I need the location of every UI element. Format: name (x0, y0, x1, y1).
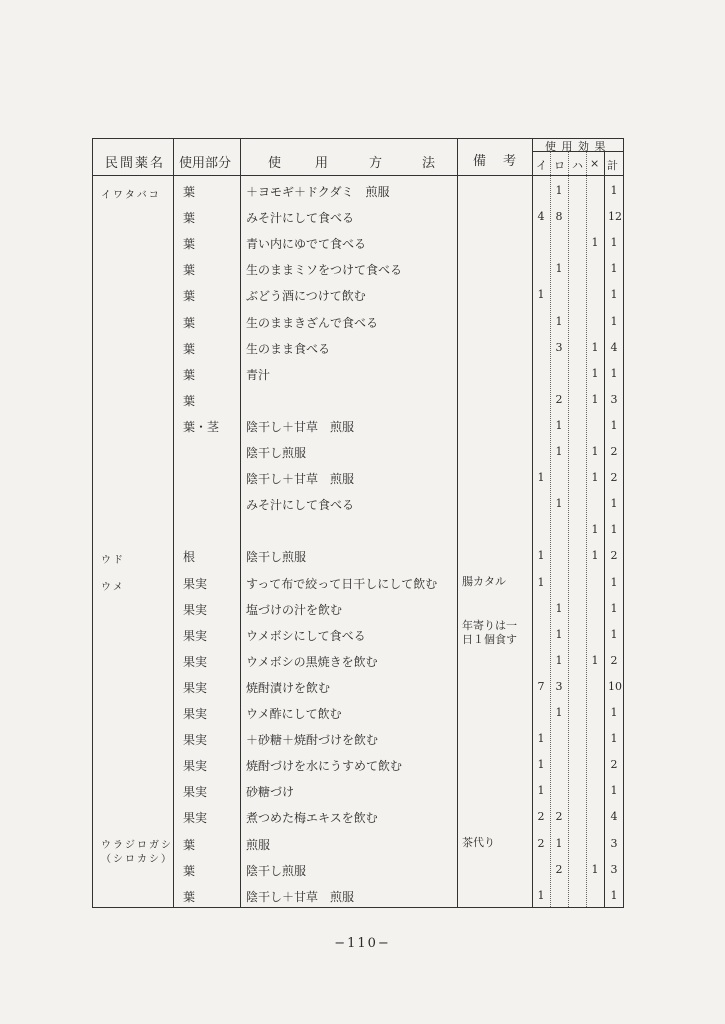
method: 塩づけの汁を飲む (246, 602, 343, 617)
effect-total: 1 (610, 732, 618, 746)
part-used: 葉 (183, 889, 196, 904)
effect-x: 1 (591, 862, 599, 876)
effect-total: 1 (610, 601, 618, 615)
effect-total: 12 (608, 210, 622, 224)
method: 生のままミソをつけて食べる (246, 263, 403, 278)
effect-ro: 1 (555, 262, 563, 276)
part-used: 根 (183, 550, 196, 565)
part-used: 果実 (183, 680, 208, 695)
method: 青汁 (246, 367, 271, 382)
part-used: 果実 (183, 602, 208, 617)
effect-x: 1 (591, 653, 599, 667)
part-used: 葉 (183, 185, 196, 199)
effect-i: 1 (537, 288, 545, 302)
col-divider (457, 139, 458, 907)
method: すって布で絞って日干しにして飲む (246, 576, 438, 591)
method: みそ汁にして食べる (246, 498, 355, 513)
method: ぶどう酒につけて飲む (246, 289, 366, 304)
header-effect: 使 用 効 果 (545, 140, 607, 153)
effect-total: 1 (610, 288, 618, 302)
method: 焼酎漬けを飲む (246, 680, 331, 695)
method: 砂糖づけ (246, 785, 295, 800)
method: 陰干し＋甘草 煎服 (246, 889, 355, 904)
effect-ro: 2 (555, 862, 563, 876)
header-part: 使用部分 (179, 156, 232, 171)
col-divider-dotted (550, 151, 551, 907)
header-effect-ha: ハ (572, 159, 583, 172)
remarks: 年寄りは一 日１個食す (462, 618, 517, 646)
plant-name: ウメ (101, 581, 125, 593)
effect-total: 3 (610, 392, 618, 406)
method: ウメボシの黒焼きを飲む (246, 654, 378, 669)
effect-ro: 1 (555, 601, 563, 615)
header-effect-ro: ロ (554, 159, 565, 172)
effect-ro: 1 (555, 184, 563, 197)
effect-total: 1 (610, 627, 618, 641)
remarks: 腸カタル (462, 574, 506, 588)
effect-i: 4 (537, 210, 545, 224)
effect-total: 2 (610, 653, 618, 667)
effect-ro: 3 (555, 679, 563, 693)
part-used: 葉 (183, 211, 196, 226)
col-divider (240, 139, 241, 907)
header-remarks: 備 考 (473, 154, 519, 169)
part-used: 葉 (183, 863, 196, 878)
method: 煮つめた梅エキスを飲む (246, 811, 378, 826)
effect-total: 4 (610, 810, 618, 824)
effect-total: 1 (610, 706, 618, 719)
remarks: 茶代り (462, 835, 495, 849)
effect-x: 1 (591, 471, 599, 485)
effect-x: 1 (591, 392, 599, 406)
effect-x: 1 (591, 236, 599, 250)
method: ウメ酢にして飲む (246, 707, 342, 721)
effect-total: 2 (610, 549, 618, 563)
method: 煎服 (246, 837, 271, 852)
effect-total: 1 (610, 314, 618, 328)
effect-i: 1 (537, 888, 545, 902)
effect-ro: 1 (555, 314, 563, 328)
part-used: 果実 (183, 785, 208, 800)
method: 生のまま食べる (246, 341, 331, 356)
method: ウメボシにして食べる (246, 628, 366, 643)
effect-total: 1 (610, 262, 618, 276)
effect-i: 1 (537, 732, 545, 746)
col-divider (532, 139, 533, 907)
effect-total: 2 (610, 471, 618, 485)
header-effect-total: 計 (607, 159, 618, 172)
col-divider (604, 151, 605, 907)
effect-total: 2 (610, 758, 618, 772)
part-used: 葉 (183, 367, 196, 382)
effect-x: 1 (591, 549, 599, 563)
plant-name: ウラジロガシ （シロカシ） (101, 839, 173, 865)
method: 陰干し煎服 (246, 446, 307, 460)
effect-total: 2 (610, 445, 618, 458)
effect-total: 4 (610, 340, 618, 354)
method: 陰干し煎服 (246, 863, 307, 878)
col-divider-dotted (586, 151, 587, 907)
effect-ro: 1 (555, 836, 563, 850)
effect-x: 1 (591, 523, 599, 537)
effect-total: 1 (610, 888, 618, 902)
part-used: 果実 (183, 628, 208, 643)
effect-ro: 1 (555, 706, 563, 719)
part-used: 葉 (183, 289, 196, 304)
effect-total: 1 (610, 236, 618, 250)
effect-total: 3 (610, 836, 618, 850)
effect-ro: 2 (555, 810, 563, 824)
part-used: 葉 (183, 263, 196, 278)
page-number: −110− (334, 936, 391, 951)
part-used: 果実 (183, 759, 208, 774)
effect-x: 1 (591, 366, 599, 380)
effect-ro: 8 (555, 210, 563, 224)
effect-ro: 1 (555, 497, 563, 511)
effect-i: 1 (537, 784, 545, 798)
effect-ro: 1 (555, 418, 563, 432)
method: 生のままきざんで食べる (246, 315, 379, 330)
method: ＋ヨモギ＋ドクダミ 煎服 (246, 185, 390, 199)
method: 陰干し＋甘草 煎服 (246, 472, 355, 487)
header-method-3: 方 (369, 156, 385, 171)
effect-total: 1 (610, 184, 618, 197)
effect-x: 1 (591, 445, 599, 458)
plant-name: ウド (101, 555, 125, 567)
header-effect-x: × (590, 157, 600, 170)
col-divider-dotted (568, 151, 569, 907)
effect-i: 2 (537, 836, 545, 850)
effect-i: 7 (537, 679, 545, 693)
part-used: 葉 (183, 393, 196, 408)
part-used: 葉・茎 (183, 419, 220, 434)
effect-total: 1 (610, 575, 618, 589)
header-method-4: 法 (422, 156, 438, 171)
effect-total: 10 (608, 679, 622, 693)
effect-ro: 1 (555, 653, 563, 667)
effect-i: 1 (537, 549, 545, 563)
effect-i: 1 (537, 471, 545, 485)
header-effect-i: イ (536, 159, 547, 172)
part-used: 果実 (183, 811, 208, 826)
effect-ro: 1 (555, 627, 563, 641)
method: 焼酎づけを水にうすめて飲む (246, 759, 403, 774)
herbal-medicine-table (92, 138, 624, 908)
part-used: 果実 (183, 733, 208, 748)
method: 陰干し煎服 (246, 550, 307, 565)
method: 陰干し＋甘草 煎服 (246, 419, 355, 434)
effect-total: 1 (610, 366, 618, 380)
part-used: 果実 (183, 654, 208, 669)
effect-i: 2 (537, 810, 545, 824)
header-method-2: 用 (315, 156, 331, 171)
part-used: 果実 (183, 707, 208, 721)
header-method-1: 使 (268, 156, 284, 171)
plant-name: イワタバコ (101, 190, 161, 201)
effect-ro: 3 (555, 340, 563, 354)
effect-ro: 2 (555, 392, 563, 406)
part-used: 葉 (183, 237, 196, 252)
effect-total: 1 (610, 497, 618, 511)
effect-total: 1 (610, 418, 618, 432)
method: みそ汁にして食べる (246, 211, 355, 226)
effect-total: 1 (610, 784, 618, 798)
header-bottom-border (93, 175, 623, 176)
method: ＋砂糖＋焼酎づけを飲む (246, 733, 379, 748)
part-used: 葉 (183, 837, 196, 852)
effect-x: 1 (591, 340, 599, 354)
effect-ro: 1 (555, 445, 563, 458)
header-name: 民間薬名 (105, 156, 166, 171)
effect-total: 1 (610, 523, 618, 537)
part-used: 葉 (183, 341, 196, 356)
method: 青い内にゆでて食べる (246, 237, 367, 252)
part-used: 葉 (183, 315, 196, 330)
effect-i: 1 (537, 758, 545, 772)
part-used: 果実 (183, 576, 208, 591)
effect-i: 1 (537, 575, 545, 589)
col-divider (173, 139, 174, 907)
effect-total: 3 (610, 862, 618, 876)
